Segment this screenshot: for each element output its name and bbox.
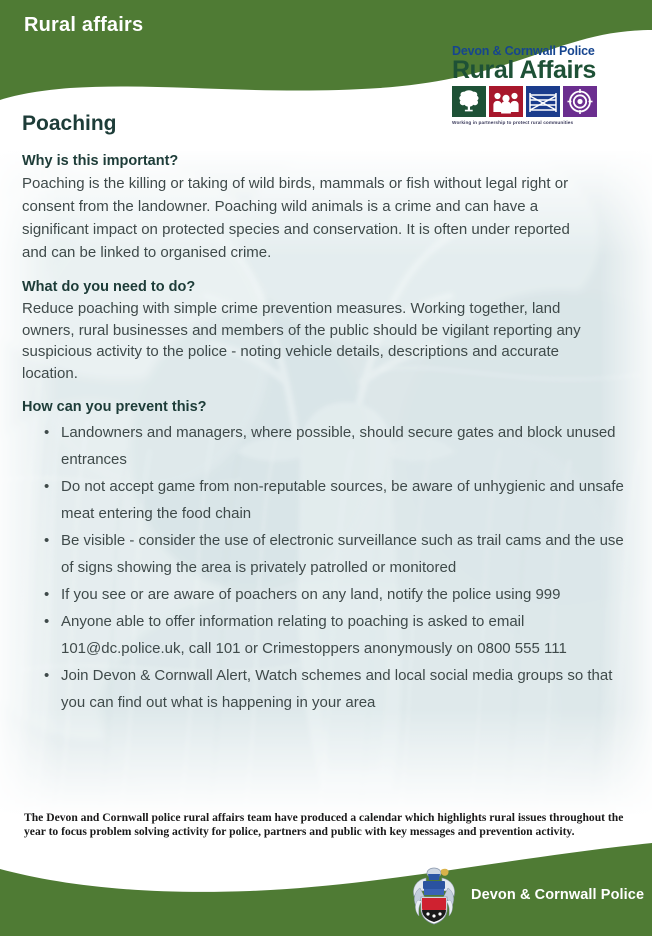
people-icon: [489, 86, 523, 117]
page-header-title: Rural affairs: [24, 14, 144, 36]
list-item: • Anyone able to offer information relating to poaching is asked to email 101@dc.police.uk, call 101 or Crimestoppers anonymously on 0800 555 111: [44, 608, 629, 662]
document-body: [22, 152, 622, 716]
rural-affairs-logo: [452, 44, 608, 134]
logo-icon-row: [452, 86, 608, 117]
logo-tagline: Working in partnership to protect rural communities: [452, 119, 574, 125]
section-heading-what-to-do: What do you need to do?: [22, 279, 196, 295]
gate-icon: [526, 86, 560, 117]
page-title: Poaching: [22, 112, 117, 135]
list-item: • Be visible - consider the use of electronic surveillance such as trail cams and the use of signs showing the area is privately patrolled or monitored: [44, 527, 629, 581]
section-paragraph-what-to-do: Reduce poaching with simple crime prevention measures. Working together, land owners, rural businesses and members of the public should be vigilant reporting any suspicious activity to the police - noting vehicle details, descriptions and accurate location.: [22, 300, 581, 382]
target-icon: [563, 86, 597, 117]
logo-line-devon-cornwall-police: Devon & Cornwall Police: [452, 44, 595, 58]
police-crest-icon: [408, 864, 460, 926]
section-heading-how-prevent: How can you prevent this?: [22, 399, 207, 415]
section-paragraph-why-important: Poaching is the killing or taking of wild birds, mammals or fish without legal right or consent from the landowner. Poaching wild animals is a crime and can have a significant impact on protected species and conservation. It is often under reported and can be linked to organised crime.: [22, 175, 570, 261]
tree-icon: [452, 86, 486, 117]
footer-police-logo: [408, 864, 644, 926]
footer-note-text: The Devon and Cornwall police rural affairs team have produced a calendar which highlights rural issues throughout the year to focus problem solving activity for police, partners and public with key messages and prevention activity.: [24, 811, 624, 839]
footer-logo-label: Devon & Cornwall Police: [471, 887, 645, 903]
prevention-bullet-list: [22, 419, 629, 716]
list-item: • Landowners and managers, where possible, should secure gates and block unused entrances: [44, 419, 629, 473]
logo-line-rural-affairs: Rural Affairs: [452, 56, 596, 84]
section-heading-why-important: Why is this important?: [22, 153, 179, 169]
list-item: • Join Devon & Cornwall Alert, Watch schemes and local social media groups so that you can find out what is happening in your area: [44, 662, 629, 716]
list-item: • Do not accept game from non-reputable sources, be aware of unhygienic and unsafe meat entering the food chain: [44, 473, 629, 527]
list-item: • If you see or are aware of poachers on any land, notify the police using 999: [44, 581, 629, 608]
